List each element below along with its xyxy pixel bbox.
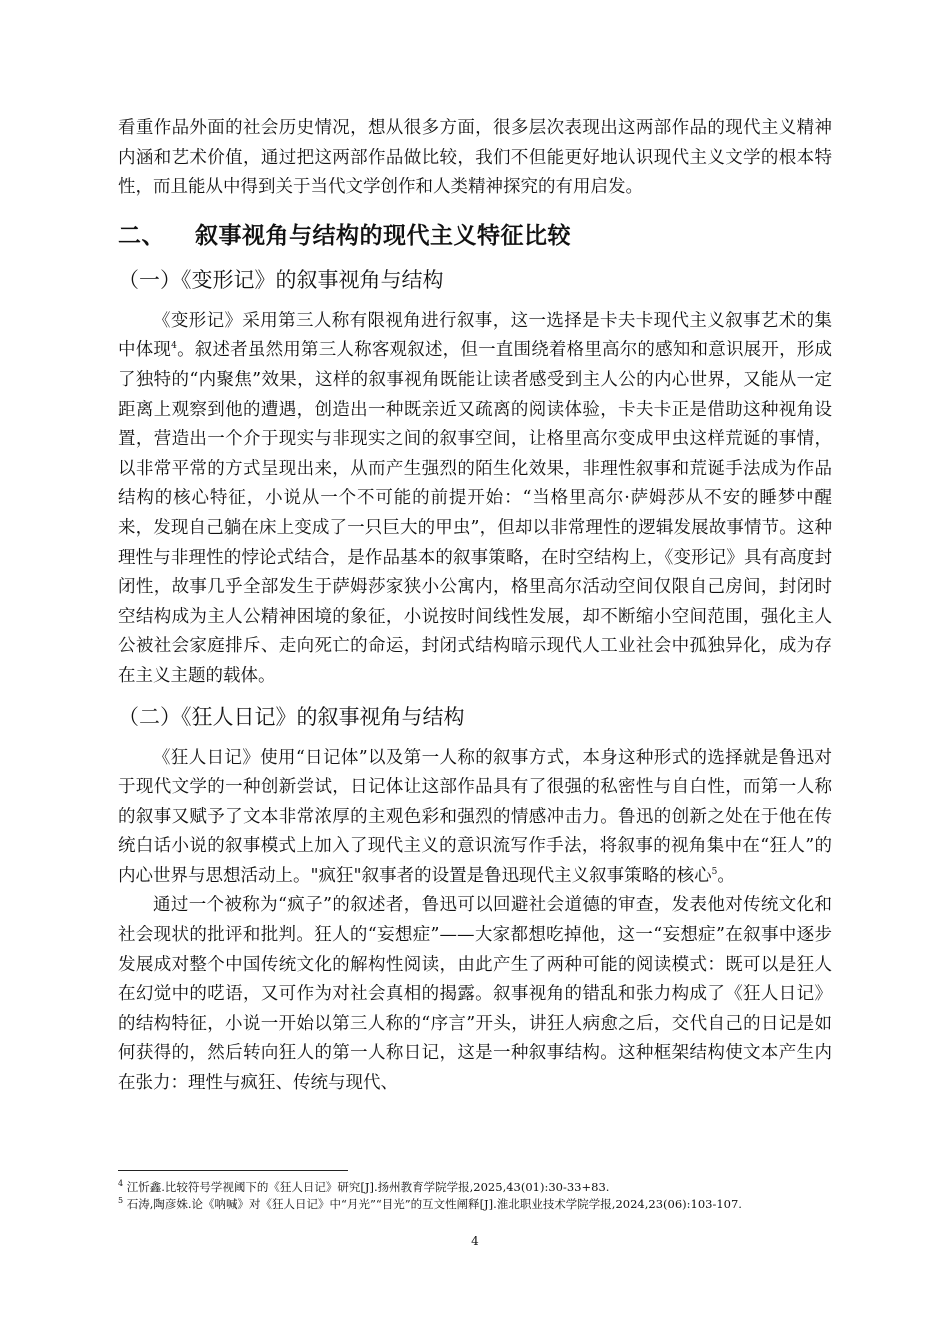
paragraph-text: 《变形记》采用第三人称有限视角进行叙事，这一选择是卡夫卡现代主义叙事艺术的集中体现 [118, 310, 832, 361]
subsection-heading-1: （一）《变形记》的叙事视角与结构 [118, 267, 444, 292]
section-title: 叙事视角与结构的现代主义特征比较 [195, 222, 571, 249]
paragraph-text: 。叙述者虽然用第三人称客观叙述，但一直围绕着格里高尔的感知和意识展开，形成了独特的“内聚焦”效果，这样的叙事视角既能让读者感受到主人公的内心世界，又能从一定距离上观察到他的遭遇，创造出一种既亲近又疏离的阅读体验，卡夫卡正是借助这种视角设置，营造出一个介于现实与非现实之间的叙事空间，让格里高尔变成甲虫这样荒诞的事情，以非常平常的方式呈现出来，从而产生强烈的陌生化效果，非理性叙事和荒诞手法成为作品结构的核心特征，小说从一个不可能的前提开始：“当格里高尔·萨姆莎从不安的睡梦中醒来，发现自己躺在床上变成了一只巨大的甲虫”，但却以非常理性的逻辑发展故事情节。这种理性与非理性的悖论式结合，是作品基本的叙事策略，在时空结构上，《变形记》具有高度封闭性，故事几乎全部发生于萨姆莎家狭小公寓内，格里高尔活动空间仅限自己房间，封闭时空结构成为主人公精神困境的象征，小说按时间线性发展，却不断缩小空间范围，强化主人公被社会家庭排斥、走向死亡的命运，封闭式结构暗示现代人工业社会中孤独异化，成为存在主义主题的载体。 [118, 340, 833, 686]
footnote-4 [118, 1179, 832, 1195]
footnote-divider [118, 1170, 348, 1171]
page-body [118, 114, 832, 1099]
madman-paragraph-1 [118, 744, 832, 892]
footnote-ref: 4 [171, 341, 177, 352]
footnote-text: 石涛,陶彦姝.论《呐喊》对《狂人日记》中“月光”“目光”的互文性阐释[J].淮北职业技术学院学报,2024,23(06):103-107. [126, 1197, 742, 1211]
footnotes [118, 1170, 832, 1213]
footnote-ref: 5 [711, 867, 718, 878]
subsection-heading-2: （二）《狂人日记》的叙事视角与结构 [118, 704, 465, 729]
intro-paragraph: 看重作品外面的社会历史情况，想从很多方面，很多层次表现出这两部作品的现代主义精神内涵和艺术价值，通过把这两部作品做比较，我们不但能更好地认识现代主义文学的根本特性，而且能从中得到关于当代文学创作和人类精神探究的有用启发。 [118, 118, 832, 198]
madman-paragraph-2: 通过一个被称为“疯子”的叙述者，鲁迅可以回避社会道德的审查，发表他对传统文化和社会现状的批评和批判。狂人的“妄想症”——大家都想吃掉他，这一“妄想症”在叙事中逐步发展成对整个中国传统文化的解构性阅读，由此产生了两种可能的阅读模式：既可以是狂人在幻觉中的呓语，又可作为对社会真相的揭露。叙事视角的错乱和张力构成了《狂人日记》的结构特征，小说一开始以第三人称的“序言”开头，讲狂人病愈之后，交代自己的日记是如何获得的，然后转向狂人的第一人称日记，这是一种叙事结构。这种框架结构使文本产生内在张力：理性与疯狂、传统与现代、 [118, 895, 832, 1094]
footnote-text: 江忻鑫.比较符号学视阈下的《狂人日记》研究[J].扬州教育学院学报,2025,43(01):30-33+83. [126, 1180, 610, 1194]
footnote-mark: 4 [118, 1179, 124, 1189]
section-heading [118, 217, 832, 255]
paragraph-text: 。 [717, 865, 735, 886]
section-number: 二、 [118, 222, 165, 249]
paragraph-text: 《狂人日记》使用“日记体”以及第一人称的叙事方式，本身这种形式的选择就是鲁迅对于现代文学的一种创新尝试，日记体让这部作品具有了很强的私密性与自白性，而第一人称的叙事又赋予了文本非常浓厚的主观色彩和强烈的情感冲击力。鲁迅的创新之处在于他在传统白话小说的叙事模式上加入了现代主义的意识流写作手法，将叙事的视角集中在“狂人”的内心世界与思想活动上。"疯狂"叙事者的设置是鲁迅现代主义叙事策略的核心 [118, 747, 832, 886]
metamorphosis-paragraph [118, 307, 832, 692]
footnote-mark: 5 [118, 1196, 124, 1206]
footnote-5 [118, 1196, 832, 1212]
page-number: 4 [471, 1234, 479, 1248]
